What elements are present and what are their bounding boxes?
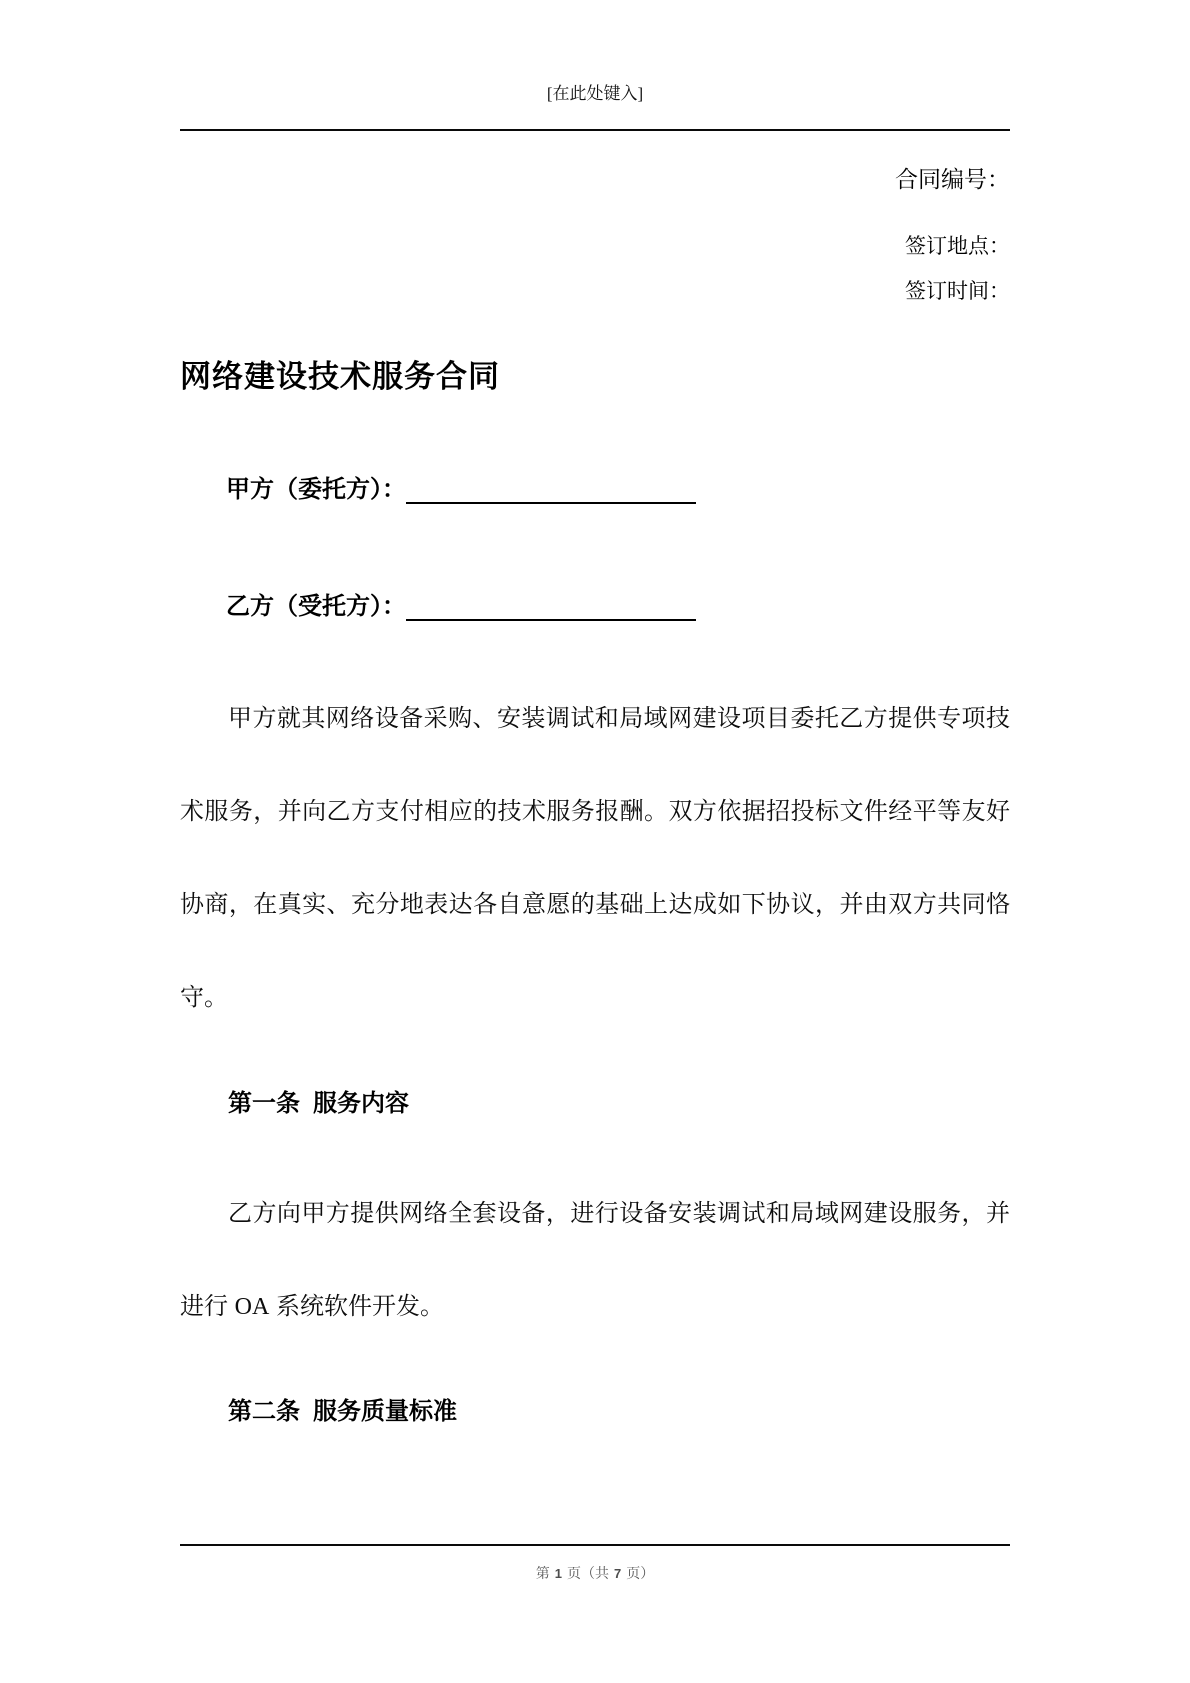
- footer-rule: [180, 1544, 1010, 1546]
- section-1-heading: [228, 1090, 409, 1118]
- section-1-body-text: 乙方向甲方提供网络全套设备，进行设备安装调试和局域网建设服务，并进行: [180, 1200, 1010, 1320]
- section-1-body-text-end: 系统软件开发。: [269, 1293, 445, 1320]
- header-rule: [180, 129, 1010, 131]
- page-footer: [0, 1565, 1190, 1583]
- party-a-label: 甲方（委托方）：: [226, 476, 406, 503]
- header-placeholder-text: [在此处键入]: [546, 84, 644, 103]
- document-title: 网络建设技术服务合同: [180, 359, 500, 394]
- section-1-number: 第一条: [228, 1090, 300, 1117]
- party-a-row: [226, 474, 696, 506]
- intro-paragraph: 甲方就其网络设备采购、安装调试和局域网建设项目委托乙方提供专项技术服务，并向乙方支付相应的技术服务报酬。双方依据招投标文件经平等友好协商，在真实、充分地表达各自意愿的基础上达成如下协议，并由双方共同恪守。: [180, 705, 1010, 1011]
- signing-place-label: 签订地点：: [905, 235, 1010, 258]
- section-1-body-latin: OA: [234, 1294, 270, 1320]
- signing-time-label: 签订时间：: [905, 280, 1010, 303]
- footer-total-pages: 7: [614, 1566, 622, 1581]
- section-1-title: 服务内容: [313, 1090, 409, 1117]
- party-b-row: [226, 591, 696, 623]
- party-b-blank-line[interactable]: [406, 617, 696, 621]
- section-2-title: 服务质量标准: [313, 1398, 457, 1425]
- contract-number-label: 合同编号：: [895, 166, 1010, 192]
- footer-prefix: 第: [535, 1567, 550, 1582]
- party-b-label: 乙方（受托方）：: [226, 593, 406, 620]
- footer-suffix: 页）: [626, 1567, 655, 1582]
- contract-meta: [895, 166, 1010, 304]
- footer-page-number: 1: [554, 1566, 562, 1581]
- footer-middle: 页（共: [567, 1567, 609, 1582]
- section-2-heading: [228, 1398, 457, 1426]
- party-a-blank-line[interactable]: [406, 500, 696, 504]
- section-2-number: 第二条: [228, 1398, 300, 1425]
- section-1-body: [180, 1167, 1010, 1354]
